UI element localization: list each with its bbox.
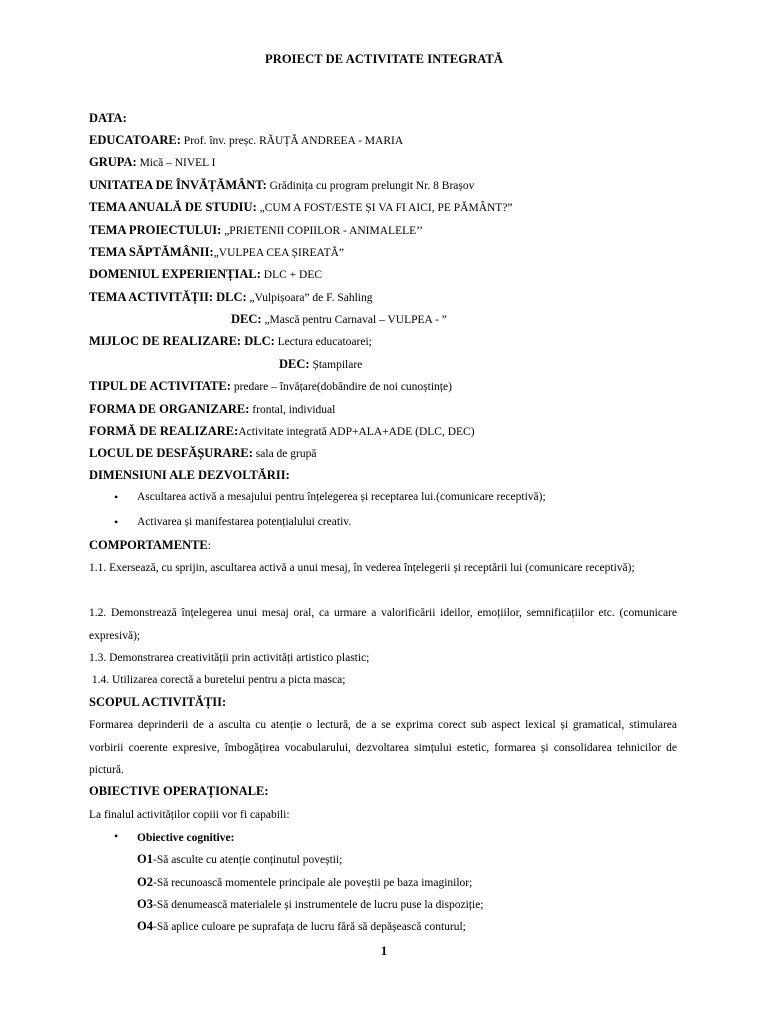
objectives-intro: La finalul activităților copiii vor fi capabili: xyxy=(89,809,290,821)
scope-heading: SCOPUL ACTIVITĂȚII: xyxy=(89,695,227,709)
behavior-item: 1.3. Demonstrarea creativității prin activități artistico plastic; xyxy=(89,652,370,664)
field-week-theme: TEMA SĂPTĂMÂNII:„VULPEA CEA ȘIREATĂ” xyxy=(89,245,345,259)
bullet-icon: • xyxy=(114,829,119,843)
field-activity-type: TIPUL DE ACTIVITATE: predare – învățare(dobândire de noi cunoștințe) xyxy=(89,379,452,393)
objectives-heading: OBIECTIVE OPERAȚIONALE: xyxy=(89,784,269,798)
page-number: 1 xyxy=(380,944,388,958)
field-means-dlc: MIJLOC DE REALIZARE: DLC: Lectura educatoarei; xyxy=(89,334,372,348)
page-title: PROIECT DE ACTIVITATE INTEGRATĂ xyxy=(265,52,503,66)
field-educator: EDUCATOARE: Prof. înv. preșc. RĂUȚĂ ANDREEA - MARIA xyxy=(89,133,404,147)
objective-item: O1-Să asculte cu atenție conținutul poveștii; xyxy=(137,852,343,866)
behavior-item: 1.4. Utilizarea corectă a buretelui pentru a picta masca; xyxy=(89,674,346,686)
field-domain: DOMENIUL EXPERIENȚIAL: DLC + DEC xyxy=(89,267,323,281)
field-project-theme: TEMA PROIECTULUI: „PRIETENII COPIILOR - ANIMALELE’’ xyxy=(89,223,423,237)
behavior-item: 1.2. Demonstrează înțelegerea unui mesaj oral, ca urmare a valorificării ideilor, emoțiilor, semnificațiilor etc. (comunicare expresivă); xyxy=(89,607,677,642)
field-school: UNITATEA DE ÎNVĂȚĂMÂNT: Grădinița cu program prelungit Nr. 8 Brașov xyxy=(89,178,475,192)
field-organization: FORMA DE ORGANIZARE: frontal, individual xyxy=(89,402,336,416)
field-group: GRUPA: Mică – NIVEL I xyxy=(89,155,216,169)
objective-item: O4-Să aplice culoare pe suprafața de lucru fără să depășească conturul; xyxy=(137,919,466,933)
field-date: DATA: xyxy=(89,111,127,125)
dimension-item: Activarea și manifestarea potențialului creativ. xyxy=(137,516,352,528)
scope-text: Formarea deprinderii de a asculta cu atenție o lectură, de a se exprima corect sub aspect lexical și gramatical, stimularea vorbirii coerente expresive, îmbogățirea vocabularului, dezvoltarea simțului estetic, formarea și consolidarea tehnicilor de pictură. xyxy=(89,719,677,777)
dimension-item: Ascultarea activă a mesajului pentru înțelegerea și receptarea lui.(comunicare receptivă); xyxy=(137,491,546,503)
field-means-dec: DEC: Ștampilare xyxy=(279,357,363,371)
bullet-icon: • xyxy=(114,490,119,504)
field-dimensions: DIMENSIUNI ALE DEZVOLTĂRII: xyxy=(89,468,290,482)
field-realization: FORMĂ DE REALIZARE:Activitate integrată ADP+ALA+ADE (DLC, DEC) xyxy=(89,424,475,438)
objective-item: O2-Să recunoască momentele principale ale poveștii pe baza imaginilor; xyxy=(137,875,473,889)
field-activity-dlc: TEMA ACTIVITĂȚII: DLC: „Vulpișoara” de F. Sahling xyxy=(89,290,373,304)
field-location: LOCUL DE DESFĂȘURARE: sala de grupă xyxy=(89,446,317,460)
bullet-icon: • xyxy=(114,515,119,529)
field-annual-theme: TEMA ANUALĂ DE STUDIU: „CUM A FOST/ESTE ȘI VA FI AICI, PE PĂMÂNT?” xyxy=(89,200,513,214)
behaviors-heading: COMPORTAMENTE: xyxy=(89,538,211,552)
objective-item: O3-Să denumească materialele și instrumentele de lucru puse la dispoziție; xyxy=(137,897,484,911)
behavior-item: 1.1. Exersează, cu sprijin, ascultarea activă a unui mesaj, în vederea înțelegerii și receptării lui (comunicare receptivă); xyxy=(89,562,635,574)
field-activity-dec: DEC: „Mască pentru Carnaval – VULPEA - ” xyxy=(231,312,447,326)
objectives-subheading: Obiective cognitive: xyxy=(137,832,235,844)
